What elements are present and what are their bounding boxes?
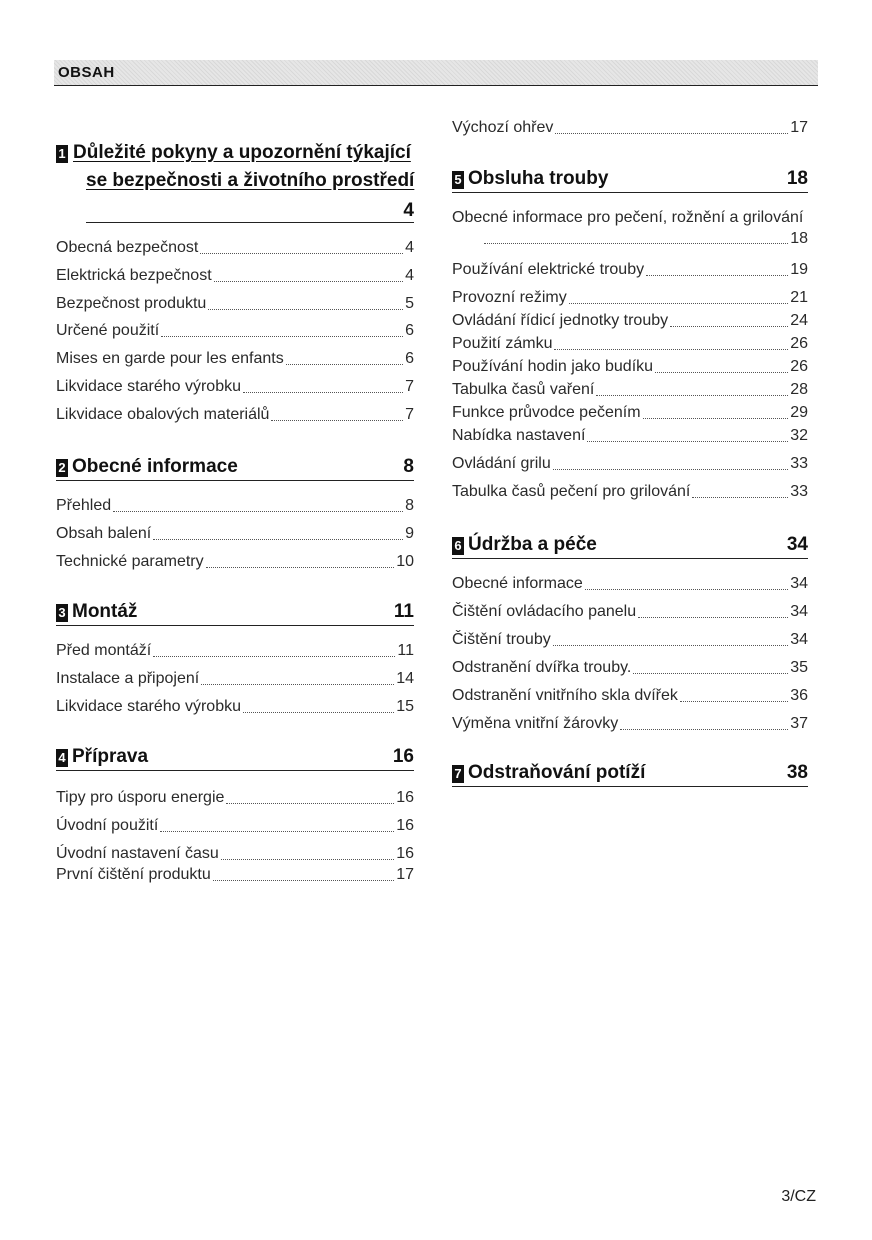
- toc-entry-page: 11: [397, 642, 414, 659]
- toc-entry[interactable]: [56, 844, 414, 864]
- toc-entry[interactable]: [56, 238, 414, 258]
- dot-leader: [201, 684, 394, 685]
- toc-entry-page: 33: [790, 455, 808, 472]
- toc-entry[interactable]: [56, 816, 414, 836]
- toc-entry-page: 15: [396, 697, 414, 715]
- toc-entry-page: 6: [405, 350, 414, 368]
- toc-entry-page: 36: [790, 687, 808, 704]
- section-2: [56, 456, 414, 481]
- toc-entry-text: Výchozí ohřev: [452, 119, 554, 136]
- toc-entry-page: 18: [790, 230, 808, 247]
- dot-leader: [153, 656, 395, 657]
- section-5-entries: [452, 260, 808, 502]
- toc-entry-text: Likvidace obalových materiálů: [56, 405, 270, 423]
- section-3-number: 3: [56, 604, 68, 622]
- toc-entry-page: 26: [790, 358, 808, 375]
- dot-leader: [554, 349, 788, 350]
- toc-entry-page: 14: [396, 669, 414, 687]
- section-2-title: Obecné informace: [72, 456, 238, 477]
- toc-entry[interactable]: [452, 714, 808, 734]
- toc-entry[interactable]: [56, 697, 414, 717]
- toc-entry-text: Obecná bezpečnost: [56, 239, 199, 256]
- toc-entry-text: Bezpečnost produktu: [56, 294, 207, 312]
- toc-entry-page: 7: [405, 377, 414, 395]
- toc-entry-page: 5: [405, 294, 414, 312]
- toc-entry-text: Tabulka časů pečení pro grilování: [452, 483, 691, 500]
- section-1-page: 4: [403, 200, 414, 221]
- toc-entry[interactable]: [452, 482, 808, 502]
- toc-entry-text: Likvidace starého výrobku: [56, 377, 241, 395]
- toc-entry-text: Výměna vnitřní žárovky: [452, 715, 619, 732]
- toc-header-title: OBSAH: [58, 64, 115, 81]
- toc-entry-text: Úvodní použití: [56, 816, 159, 834]
- toc-entry[interactable]: [452, 311, 808, 331]
- page-number: 3/CZ: [781, 1188, 816, 1205]
- toc-entry-text: Obsah balení: [56, 524, 152, 542]
- toc-entry[interactable]: [452, 426, 808, 446]
- dot-leader: [585, 589, 788, 590]
- dot-leader: [569, 303, 789, 304]
- toc-entry[interactable]: [452, 602, 808, 622]
- section-6-entries: [452, 574, 808, 734]
- toc-entry[interactable]: [452, 288, 808, 308]
- toc-entry-text: Funkce průvodce pečením: [452, 404, 641, 421]
- toc-entry-page: 35: [790, 659, 808, 676]
- section-4: [56, 746, 414, 771]
- dot-leader: [643, 418, 789, 419]
- toc-entry-page: 34: [790, 631, 808, 648]
- toc-entry-text: Přehled: [56, 497, 112, 514]
- section-3-page: 11: [393, 601, 414, 622]
- toc-entry-page: 10: [396, 552, 414, 570]
- section-4-heading[interactable]: [56, 746, 414, 771]
- toc-entry-page: 8: [405, 497, 414, 514]
- section-1-number: 1: [56, 145, 68, 163]
- section-3-heading[interactable]: [56, 601, 414, 626]
- toc-entry-page: 6: [405, 322, 414, 340]
- toc-entry[interactable]: [56, 788, 414, 808]
- toc-entry-text: Elektrická bezpečnost: [56, 266, 212, 284]
- section-3-entries: [56, 641, 414, 717]
- section-1-title-line2: se bezpečnosti a životního prostředí: [86, 170, 415, 191]
- toc-entry-text: Odstranění vnitřního skla dvířek: [452, 687, 678, 704]
- dot-leader: [553, 469, 788, 470]
- toc-header-bar: [54, 60, 818, 86]
- toc-entry[interactable]: [452, 658, 808, 678]
- dot-leader: [160, 831, 394, 832]
- section-2-entries: [56, 496, 414, 572]
- toc-entry-page: 16: [396, 816, 414, 834]
- toc-entry[interactable]: [452, 630, 808, 650]
- section-4-title: Příprava: [72, 746, 149, 767]
- section-5-number: 5: [452, 171, 464, 189]
- toc-entry[interactable]: [452, 686, 808, 706]
- toc-entry[interactable]: [56, 865, 414, 885]
- dot-leader: [113, 511, 403, 512]
- section-7-heading[interactable]: [452, 762, 808, 787]
- toc-entry-page: 7: [405, 405, 414, 423]
- toc-entry-page: 37: [790, 715, 808, 732]
- toc-entry-text: Nabídka nastavení: [452, 427, 586, 444]
- toc-entry-text: Úvodní nastavení času: [56, 844, 219, 862]
- dot-leader: [620, 729, 788, 730]
- section-4-entries: [56, 788, 414, 885]
- toc-entry-page: 32: [790, 427, 808, 444]
- dot-leader: [596, 395, 788, 396]
- toc-entry-page: 16: [396, 789, 414, 806]
- toc-entry-page: 9: [405, 524, 414, 542]
- dot-leader: [206, 567, 395, 568]
- toc-entry[interactable]: [56, 641, 414, 661]
- dot-leader: [692, 497, 788, 498]
- section-5-title: Obsluha trouby: [468, 168, 609, 189]
- toc-entry[interactable]: [452, 403, 808, 423]
- toc-entry-text: Před montáží: [56, 642, 152, 659]
- dot-leader: [484, 243, 788, 244]
- toc-entry-text: Používání hodin jako budíku: [452, 358, 654, 375]
- section-1-heading[interactable]: [56, 142, 414, 226]
- toc-entry[interactable]: [452, 260, 808, 280]
- section-2-heading[interactable]: [56, 456, 414, 481]
- section-4-page: 16: [392, 746, 414, 767]
- toc-entry-page: 17: [790, 119, 808, 136]
- section-7-number: 7: [452, 765, 464, 783]
- toc-entry[interactable]: [452, 574, 808, 594]
- dot-leader: [555, 133, 788, 134]
- toc-entry-text: Likvidace starého výrobku: [56, 697, 241, 715]
- dot-leader: [243, 712, 394, 713]
- toc-entry-text: Tabulka časů vaření: [452, 381, 595, 398]
- toc-entry-text: Technické parametry: [56, 552, 204, 570]
- toc-entry-page: 33: [790, 483, 808, 500]
- toc-entry-text: Provozní režimy: [452, 289, 567, 306]
- toc-entry[interactable]: [56, 349, 414, 369]
- toc-entry-text: Ovládání grilu: [452, 455, 551, 472]
- dot-leader: [161, 336, 403, 337]
- toc-entry-text: Používání elektrické trouby: [452, 261, 645, 278]
- toc-entry[interactable]: [56, 524, 414, 544]
- dot-leader: [286, 364, 403, 365]
- dot-leader: [243, 392, 403, 393]
- toc-entry[interactable]: [56, 266, 414, 286]
- toc-entry-page: 28: [790, 381, 808, 398]
- section-5-page: 18: [786, 168, 808, 189]
- section-6-heading[interactable]: [452, 534, 808, 559]
- section-2-number: 2: [56, 459, 68, 477]
- toc-entry-text: Tipy pro úsporu energie: [56, 789, 225, 806]
- toc-entry-wrapped[interactable]: [452, 208, 808, 248]
- section-1-entries: [56, 238, 414, 425]
- dot-leader: [553, 645, 788, 646]
- section-6-page: 34: [786, 534, 808, 555]
- section-4-number: 4: [56, 749, 68, 767]
- toc-entry-text: První čištění produktu: [56, 865, 211, 883]
- toc-entry-page: 34: [790, 575, 808, 592]
- dot-leader: [213, 880, 394, 881]
- dot-leader: [226, 803, 394, 804]
- dot-leader: [646, 275, 788, 276]
- toc-entry-page: 4: [405, 266, 414, 284]
- toc-entry[interactable]: [56, 321, 414, 341]
- toc-entry-page: 34: [790, 603, 808, 620]
- toc-entry-page: 26: [790, 335, 808, 352]
- dot-leader: [655, 372, 788, 373]
- toc-entry[interactable]: [56, 405, 414, 425]
- section-1-title-line1: Důležité pokyny a upozornění týkající: [73, 142, 411, 163]
- toc-entry-text: Obecné informace: [452, 575, 583, 592]
- toc-entry-page: 19: [790, 261, 808, 278]
- toc-entry[interactable]: [56, 294, 414, 314]
- section-2-page: 8: [403, 456, 414, 477]
- toc-entry[interactable]: [56, 669, 414, 689]
- toc-entry[interactable]: [452, 334, 808, 354]
- dot-leader: [200, 253, 403, 254]
- section-7-page: 38: [786, 762, 808, 783]
- section-7-title: Odstraňování potíží: [468, 762, 646, 783]
- dot-leader: [153, 539, 403, 540]
- section-3-title: Montáž: [72, 601, 138, 622]
- toc-entry[interactable]: [452, 380, 808, 400]
- toc-entry[interactable]: [452, 357, 808, 377]
- dot-leader: [670, 326, 788, 327]
- toc-entry-text: Použití zámku: [452, 335, 553, 352]
- dot-leader: [221, 859, 394, 860]
- section-3: [56, 601, 414, 626]
- toc-entry-page: 16: [396, 844, 414, 862]
- dot-leader: [208, 309, 403, 310]
- toc-entry-text: Obecné informace pro pečení, rožnění a grilování: [452, 209, 804, 226]
- toc-entry-text: Ovládání řídicí jednotky trouby: [452, 312, 669, 329]
- section-6-number: 6: [452, 537, 464, 555]
- toc-entry-text: Mises en garde pour les enfants: [56, 350, 284, 368]
- toc-entry-page: 4: [405, 239, 414, 256]
- toc-entry-text: Odstranění dvířka trouby.: [452, 659, 632, 676]
- section-6: [452, 534, 808, 559]
- dot-leader: [680, 701, 788, 702]
- toc-entry-page: 24: [790, 312, 808, 329]
- toc-entry-text: Čištění ovládacího panelu: [452, 603, 637, 620]
- section-7: [452, 762, 808, 787]
- toc-entry-page: 17: [396, 865, 414, 883]
- toc-entry[interactable]: [56, 377, 414, 397]
- dot-leader: [633, 673, 788, 674]
- section-5-heading[interactable]: [452, 168, 808, 193]
- dot-leader: [271, 420, 403, 421]
- toc-entry-page: 21: [790, 289, 808, 306]
- toc-entry-text: Určené použití: [56, 322, 160, 340]
- dot-leader: [214, 281, 403, 282]
- toc-entry[interactable]: [56, 496, 414, 516]
- toc-entry[interactable]: [452, 118, 808, 138]
- toc-entry-page: 29: [790, 404, 808, 421]
- dot-leader: [587, 441, 788, 442]
- section-6-title: Údržba a péče: [468, 534, 597, 555]
- dot-leader: [638, 617, 788, 618]
- toc-entry-text: Čištění trouby: [452, 631, 551, 648]
- toc-entry[interactable]: [56, 552, 414, 572]
- section-5: [452, 168, 808, 193]
- toc-entry[interactable]: [452, 454, 808, 474]
- top-entry: [452, 118, 808, 138]
- toc-entry-text: Instalace a připojení: [56, 669, 200, 687]
